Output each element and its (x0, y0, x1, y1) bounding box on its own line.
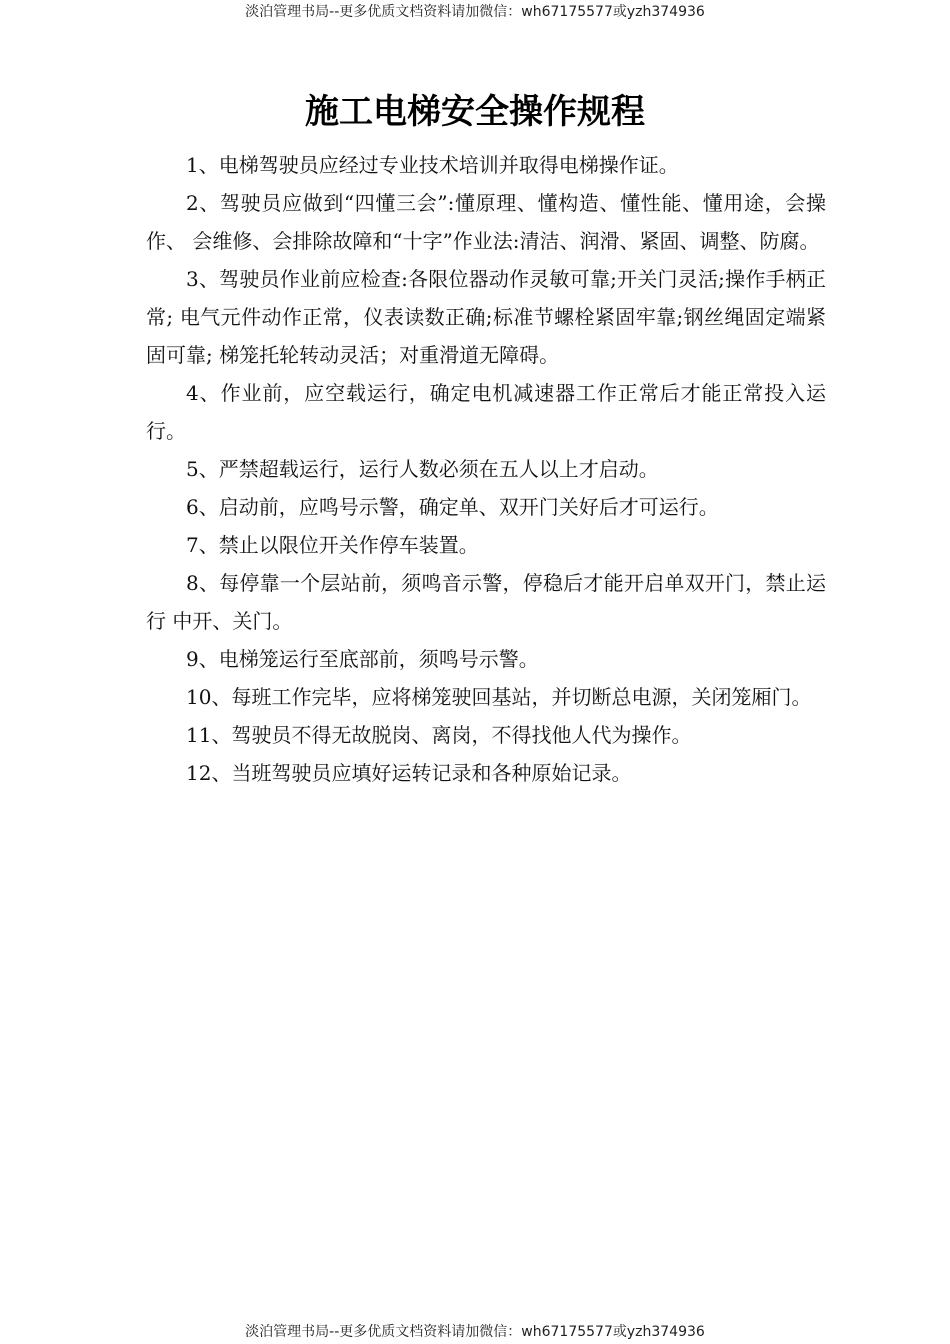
document-body (146, 146, 826, 792)
clause-8: 8、每停靠一个层站前，须鸣音示警，停稳后才能开启单双开门，禁止运行 中开、关门。 (146, 571, 826, 633)
document-title: 施工电梯安全操作规程 (305, 92, 645, 132)
clause-11: 11、驾驶员不得无故脱岗、离岗，不得找他人代为操作。 (186, 723, 692, 747)
footer-watermark-note: 淡泊管理书局--更多优质文档资料请加微信：wh67175577或yzh374936 (245, 1324, 705, 1340)
clause-2: 2、驾驶员应做到“四懂三会”:懂原理、懂构造、懂性能、懂用途，会操作、 会维修、会排除故障和“十字”作业法:清洁、润滑、紧固、调整、防腐。 (146, 191, 826, 253)
clause-10: 10、每班工作完毕，应将梯笼驶回基站，并切断总电源，关闭笼厢门。 (186, 685, 812, 709)
clause-1: 1、电梯驾驶员应经过专业技术培训并取得电梯操作证。 (186, 153, 679, 177)
clause-7: 7、禁止以限位开关作停车装置。 (186, 533, 479, 557)
clause-5: 5、严禁超载运行，运行人数必须在五人以上才启动。 (186, 457, 659, 481)
clause-12: 12、当班驾驶员应填好运转记录和各种原始记录。 (186, 761, 632, 785)
header-watermark-note: 淡泊管理书局--更多优质文档资料请加微信：wh67175577或yzh374936 (245, 4, 705, 20)
clause-6: 6、启动前，应鸣号示警，确定单、双开门关好后才可运行。 (186, 495, 719, 519)
clause-4: 4、作业前，应空载运行，确定电机减速器工作正常后才能正常投入运行。 (146, 381, 826, 443)
clause-3: 3、驾驶员作业前应检查:各限位器动作灵敏可靠;开关门灵活;操作手柄正常; 电气元件动作正常，仪表读数正确;标准节螺栓紧固牢靠;钢丝绳固定端紧固可靠; 梯笼托轮转动灵活；对重滑道无障碍。 (146, 267, 826, 367)
clause-9: 9、电梯笼运行至底部前，须鸣号示警。 (186, 647, 539, 671)
